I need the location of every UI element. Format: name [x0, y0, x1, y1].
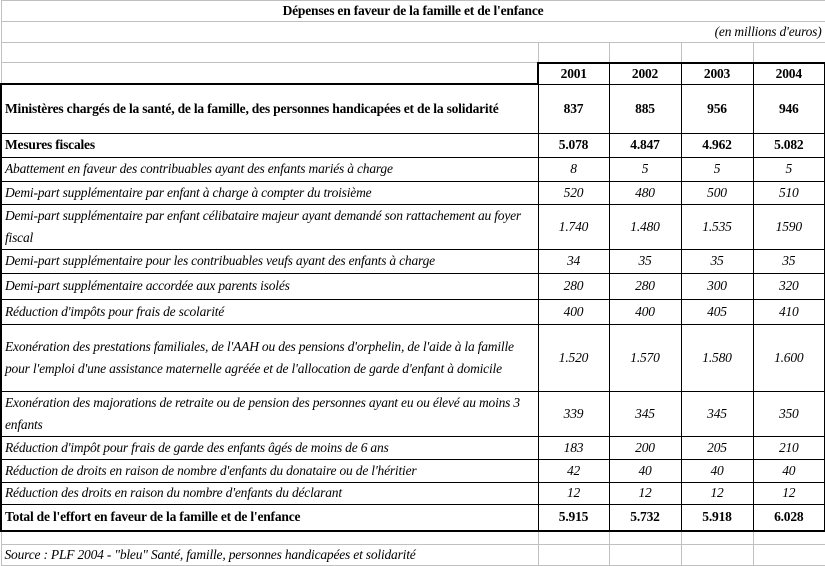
- value-cell: 5.918: [681, 504, 753, 531]
- value-cell: 510: [753, 181, 825, 204]
- row-label: Demi-part supplémentaire par enfant célibataire majeur ayant demandé son rattachement au foyer fiscal: [1, 204, 538, 249]
- value-cell: 12: [538, 482, 609, 504]
- value-cell: 205: [681, 436, 753, 459]
- value-cell: 837: [538, 84, 609, 133]
- year-header: 2001: [538, 63, 609, 85]
- value-cell: 6.028: [753, 504, 825, 531]
- units-note: (en millions d'euros): [1, 22, 825, 43]
- value-cell: 350: [753, 391, 825, 436]
- table-row: [1, 459, 825, 482]
- value-cell: 946: [753, 84, 825, 133]
- value-cell: 183: [538, 436, 609, 459]
- value-cell: 1.535: [681, 204, 753, 249]
- value-cell: 1.580: [681, 324, 753, 391]
- value-cell: 480: [609, 181, 681, 204]
- table-row: [1, 204, 825, 249]
- year-header: 2003: [681, 63, 753, 85]
- value-cell: 345: [609, 391, 681, 436]
- value-cell: 339: [538, 391, 609, 436]
- value-cell: 4.847: [609, 133, 681, 157]
- value-cell: 1.570: [609, 324, 681, 391]
- value-cell: 410: [753, 299, 825, 324]
- value-cell: 5.915: [538, 504, 609, 531]
- table-row: [1, 436, 825, 459]
- value-cell: 320: [753, 273, 825, 299]
- value-cell: 40: [681, 459, 753, 482]
- value-cell: 8: [538, 157, 609, 181]
- value-cell: 5: [753, 157, 825, 181]
- row-label: Demi-part supplémentaire par enfant à charge à compter du troisième: [1, 181, 538, 204]
- table-row: [1, 157, 825, 181]
- source-note: Source : PLF 2004 - "bleu" Santé, famille, personnes handicapées et solidarité: [1, 544, 538, 565]
- value-cell: 200: [609, 436, 681, 459]
- value-cell: 5.082: [753, 133, 825, 157]
- value-cell: 35: [753, 249, 825, 273]
- table-row: [1, 181, 825, 204]
- table-row: [1, 299, 825, 324]
- year-header-row: [1, 63, 825, 85]
- table-row: [1, 391, 825, 436]
- value-cell: 12: [609, 482, 681, 504]
- table-row: [1, 133, 825, 157]
- table-row: [1, 84, 825, 133]
- value-cell: 35: [681, 249, 753, 273]
- table-row: [1, 504, 825, 531]
- value-cell: 210: [753, 436, 825, 459]
- value-cell: 40: [609, 459, 681, 482]
- row-label: Réduction des droits en raison du nombre d'enfants du déclarant: [1, 482, 538, 504]
- row-label: Exonération des majorations de retraite ou de pension des personnes ayant eu ou élevé au moins 3 enfants: [1, 391, 538, 436]
- value-cell: 5.078: [538, 133, 609, 157]
- year-header: 2004: [753, 63, 825, 85]
- value-cell: 42: [538, 459, 609, 482]
- value-cell: 1590: [753, 204, 825, 249]
- row-label: Abattement en faveur des contribuables ayant des enfants mariés à charge: [1, 157, 538, 181]
- row-label: Réduction de droits en raison de nombre d'enfants du donataire ou de l'héritier: [1, 459, 538, 482]
- table-title: Dépenses en faveur de la famille et de l'enfance: [1, 1, 825, 22]
- value-cell: 280: [538, 273, 609, 299]
- value-cell: 400: [538, 299, 609, 324]
- value-cell: 12: [681, 482, 753, 504]
- value-cell: 5: [609, 157, 681, 181]
- row-label: Réduction d'impôts pour frais de scolarité: [1, 299, 538, 324]
- value-cell: 885: [609, 84, 681, 133]
- table-row: [1, 249, 825, 273]
- value-cell: 405: [681, 299, 753, 324]
- year-header: 2002: [609, 63, 681, 85]
- row-label: Demi-part supplémentaire accordée aux parents isolés: [1, 273, 538, 299]
- value-cell: 40: [753, 459, 825, 482]
- value-cell: 956: [681, 84, 753, 133]
- value-cell: 34: [538, 249, 609, 273]
- row-label: Exonération des prestations familiales, de l'AAH ou des pensions d'orphelin, de l'aide à la famille pour l'emploi d'une assistance maternelle agréée et de l'allocation de garde d'enfant à domicile: [1, 324, 538, 391]
- value-cell: 300: [681, 273, 753, 299]
- table-row: [1, 324, 825, 391]
- value-cell: 4.962: [681, 133, 753, 157]
- row-label: Total de l'effort en faveur de la famille et de l'enfance: [1, 504, 538, 531]
- value-cell: 520: [538, 181, 609, 204]
- value-cell: 345: [681, 391, 753, 436]
- value-cell: 1.600: [753, 324, 825, 391]
- row-label: Ministères chargés de la santé, de la famille, des personnes handicapées et de la solidarité: [1, 84, 538, 133]
- row-label: Mesures fiscales: [1, 133, 538, 157]
- table-row: [1, 273, 825, 299]
- value-cell: 280: [609, 273, 681, 299]
- value-cell: 500: [681, 181, 753, 204]
- value-cell: 1.480: [609, 204, 681, 249]
- value-cell: 1.520: [538, 324, 609, 391]
- table-row: [1, 482, 825, 504]
- value-cell: 35: [609, 249, 681, 273]
- value-cell: 12: [753, 482, 825, 504]
- value-cell: 5.732: [609, 504, 681, 531]
- row-label: Demi-part supplémentaire pour les contribuables veufs ayant des enfants à charge: [1, 249, 538, 273]
- value-cell: 1.740: [538, 204, 609, 249]
- value-cell: 5: [681, 157, 753, 181]
- row-label: Réduction d'impôt pour frais de garde des enfants âgés de moins de 6 ans: [1, 436, 538, 459]
- value-cell: 400: [609, 299, 681, 324]
